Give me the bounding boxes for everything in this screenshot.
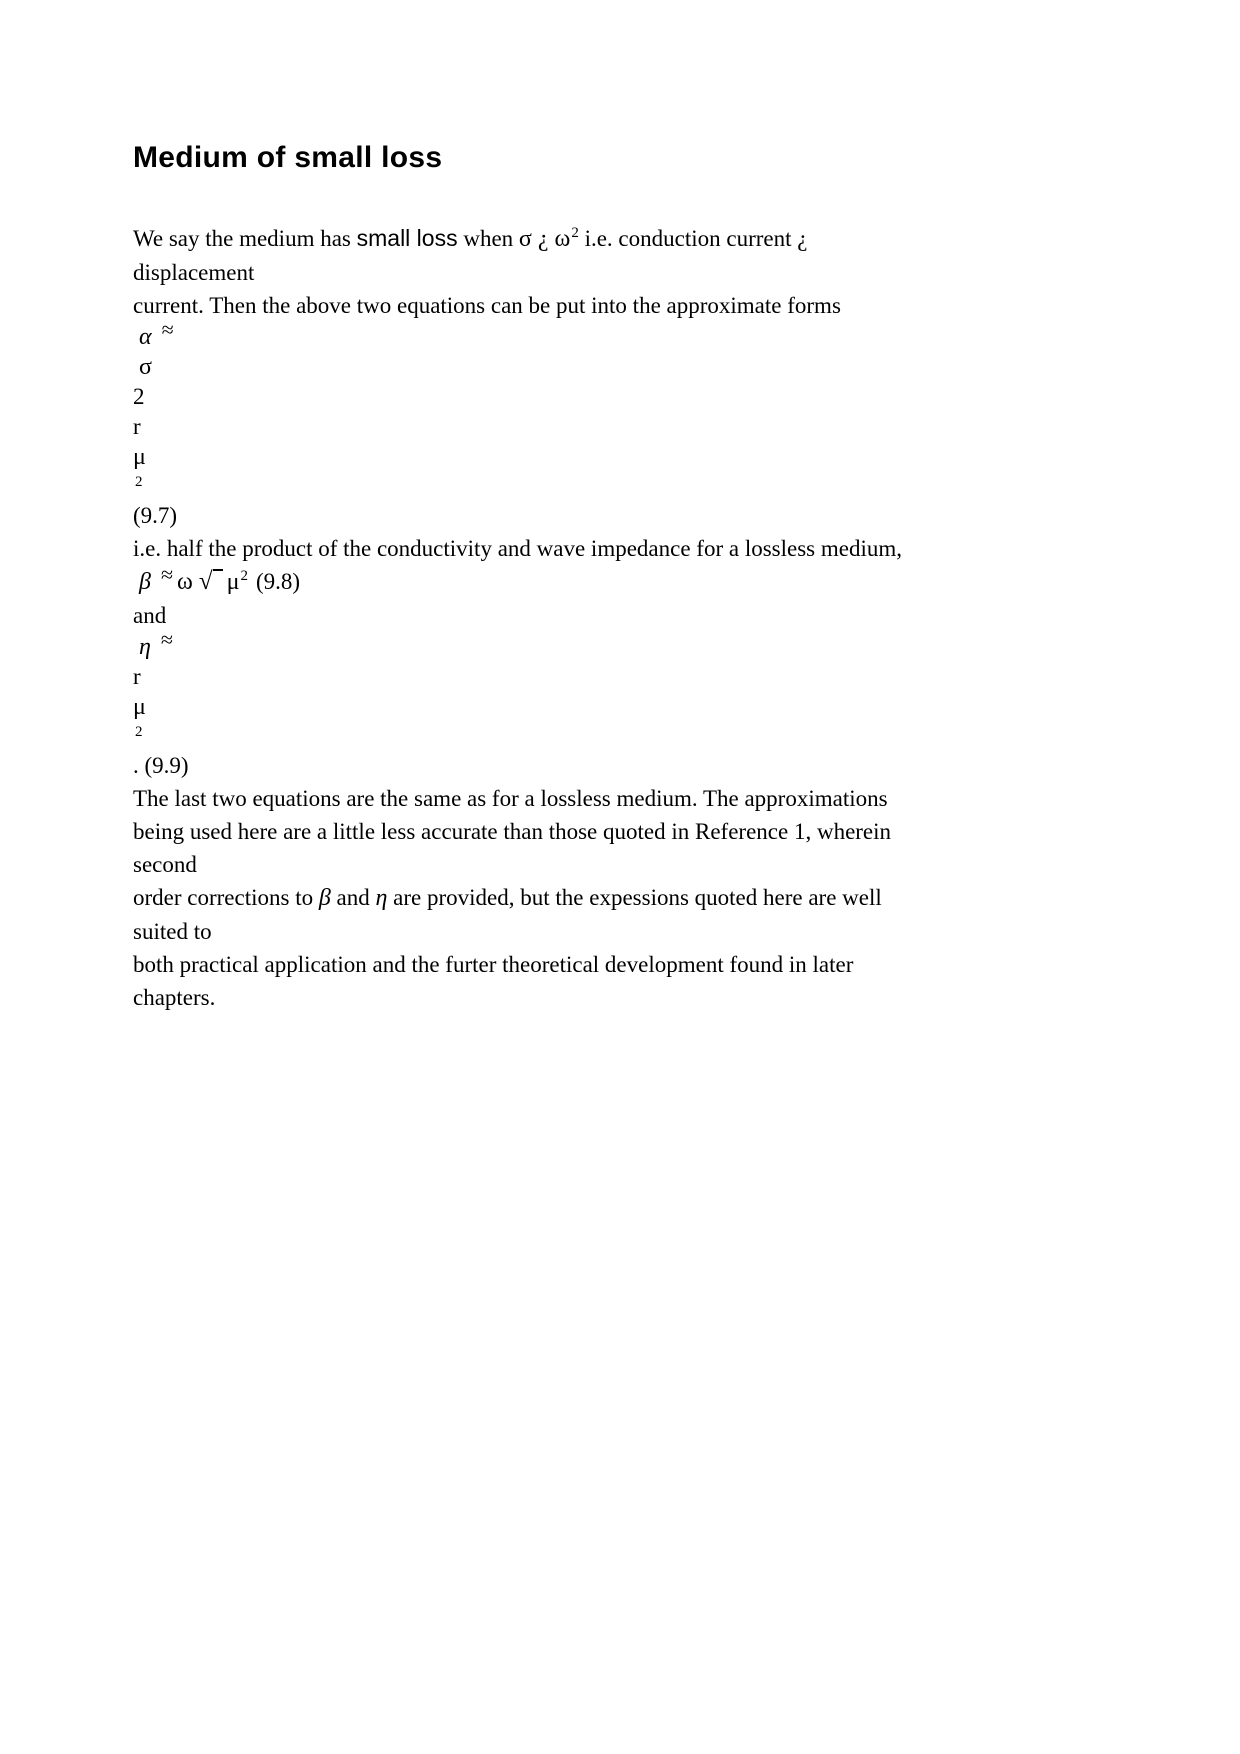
paragraph-1-line-2: displacement [133,260,255,285]
alpha-symbol: α [139,324,152,350]
paragraph-4-line-5: suited to [133,919,212,944]
paragraph-1-line-3: current. Then the above two equations can be put into the approximate forms [133,293,841,318]
eq97-sigma-line [133,352,993,382]
paragraph-4-line-2: being used here are a little less accurate than those quoted in Reference 1, wherein [133,819,892,844]
mu-symbol: μ [133,694,146,720]
beta-symbol: β [318,885,331,911]
eq97-mu-line [133,442,993,472]
p1-l1-math-sigma-omega: σ ¿ ω [518,226,571,252]
p1-l1-superscript-2: 2 [571,225,579,242]
eq99-subscript-2-line: 2 [135,724,143,740]
sigma-symbol: σ [139,354,152,380]
omega-symbol: ω [177,569,193,595]
paragraph-4-line-3: second [133,852,197,877]
page-title: Medium of small loss [133,141,443,174]
approx-symbol: ≈ [160,562,174,587]
eq97-subscript-2-line: 2 [135,474,143,490]
paragraph-4-line-7: chapters. [133,985,216,1010]
approx-symbol: ≈ [161,317,174,342]
mu-symbol: μ [226,569,240,595]
eq97-r-line: r [133,414,141,439]
paragraph-4-line-6: both practical application and the furter theoretical development found in later [133,952,854,977]
eta-symbol: η [375,885,388,911]
eq99-r-line: r [133,664,141,689]
eq99-eta-line [133,627,993,662]
approx-symbol: ≈ [160,627,173,652]
p1-l1-segment-serif-a: We say the medium has [133,226,357,251]
mu-symbol: μ [133,444,146,470]
radical-icon: √ [198,568,213,595]
paragraph-1-line-1 [133,222,993,256]
radical-vinculum [213,569,223,587]
eq99-mu-line [133,692,993,722]
paragraph-3-line-1: and [133,603,167,628]
eq98-superscript-2: 2 [240,568,248,585]
body-text [133,222,993,1014]
p4-l4-segment-c: are provided, but the expessions quoted here are well [387,885,882,910]
eq97-label-line: (9.7) [133,503,178,528]
eq98-label: (9.8) [255,569,301,594]
text-column [133,140,993,1014]
eq98-line [133,562,993,599]
paragraph-4-line-1: The last two equations are the same as for a lossless medium. The approximations [133,786,888,811]
p1-l1-segment-serif-b: when [457,226,519,251]
beta-symbol: β [139,569,151,595]
p4-l4-segment-b: and [330,885,376,910]
paragraph-4-line-4 [133,881,993,915]
p4-l4-segment-a: order corrections to [133,885,319,910]
p1-l1-segment-serif-c: i.e. conduction current ¿ [578,226,808,251]
paragraph-2-line-1: i.e. half the product of the conductivity and wave impedance for a lossless medium, [133,536,902,561]
eq97-alpha-line [133,317,993,352]
p1-l1-small-loss-sans: small loss [356,225,458,251]
eq97-two-line: 2 [133,384,145,409]
eta-symbol: η [139,634,151,660]
eq99-label-line: . (9.9) [133,753,189,778]
